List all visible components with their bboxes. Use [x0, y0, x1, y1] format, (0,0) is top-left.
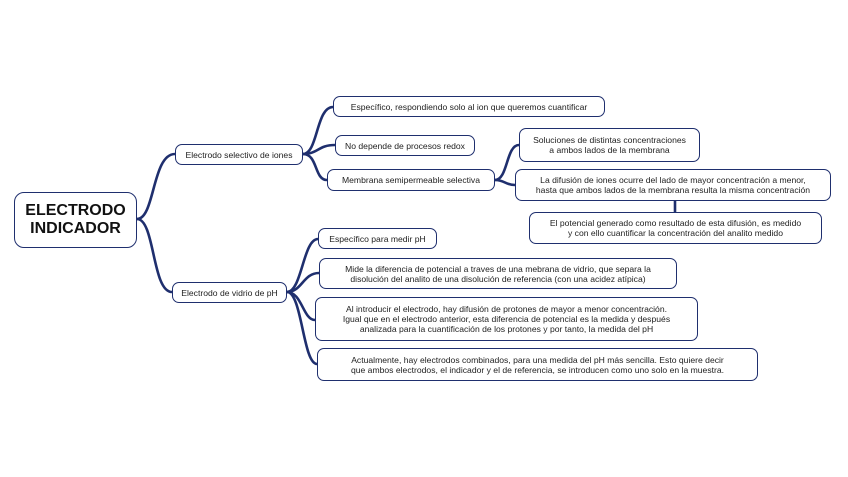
node-solutions-line1: Soluciones de distintas concentraciones: [533, 135, 686, 145]
node-membrane-text: Membrana semipermeable selectiva: [341, 175, 481, 185]
connector-root-branch1: [137, 154, 175, 219]
node-specific-ion-text: Específico, respondiendo solo al ion que queremos cuantificar: [350, 101, 588, 112]
node-intro-line1: Al introducir el electrodo, hay difusión de protones de mayor a menor concentración.: [345, 304, 667, 314]
node-no-redox[interactable]: [335, 135, 475, 156]
node-solutions[interactable]: [519, 128, 700, 162]
node-combined-electrodes[interactable]: [317, 348, 758, 381]
node-solutions-line2: a ambos lados de la membrana: [549, 145, 670, 155]
connector-b2-current: [287, 292, 317, 364]
node-intro-line3: analizada para la cuantificación de los protones y por tanto, la medida del pH: [359, 324, 654, 334]
connector-b1-membrane: [303, 154, 327, 180]
node-current-line2: que ambos electrodos, el indicador y el de referencia, se introducen como uno solo en la muestra.: [350, 364, 725, 375]
branch-ion-selective-electrode[interactable]: [175, 144, 303, 165]
node-measure-line1: Mide la diferencia de potencial a traves de una mebrana de vidrio, que separa la: [345, 263, 651, 274]
node-potential[interactable]: [529, 212, 822, 244]
node-specific-ion[interactable]: [333, 96, 605, 117]
node-diffusion[interactable]: [515, 169, 831, 201]
node-electrode-intro[interactable]: [315, 297, 698, 341]
node-membrane[interactable]: [327, 169, 495, 191]
connector-b2-intro: [287, 292, 315, 320]
connector-b1-noredox: [303, 145, 335, 154]
node-no-redox-text: No depende de procesos redox: [345, 140, 465, 151]
node-measure-line2: disolución del analito de una disolución de referencia (con una acidez atípica): [350, 273, 646, 284]
branch1-label: Electrodo selectivo de iones: [185, 149, 293, 160]
node-potential-line1: El potencial generado como resultado de esta difusión, es medido: [549, 218, 802, 228]
branch-glass-ph-electrode[interactable]: [172, 282, 287, 303]
node-diffusion-line2: hasta que ambos lados de la membrana resulta la misma concentración: [535, 185, 811, 195]
root-line1: ELECTRODO: [25, 202, 126, 219]
root-line2: INDICADOR: [30, 220, 121, 237]
node-measure-potential[interactable]: [319, 258, 677, 289]
branch2-label: Electrodo de vidrio de pH: [181, 287, 278, 298]
connector-membrane-diffusion: [495, 180, 515, 185]
node-specific-ph-text: Específico para medir pH: [329, 233, 426, 244]
node-specific-ph[interactable]: [318, 228, 437, 249]
node-diffusion-line1: La difusión de iones ocurre del lado de mayor concentración a menor,: [540, 175, 806, 185]
node-potential-line2: y con ello cuantificar la concentración del analito medido: [568, 228, 783, 238]
node-current-line1: Actualmente, hay electrodos combinados, para una medida del pH más sencilla. Esto quiere decir: [351, 354, 724, 365]
node-intro-line2: Igual que en el electrodo anterior, esta diferencia de potencial es la medida y después: [342, 314, 671, 324]
root-node[interactable]: [14, 192, 137, 248]
connector-root-branch2: [137, 219, 172, 292]
